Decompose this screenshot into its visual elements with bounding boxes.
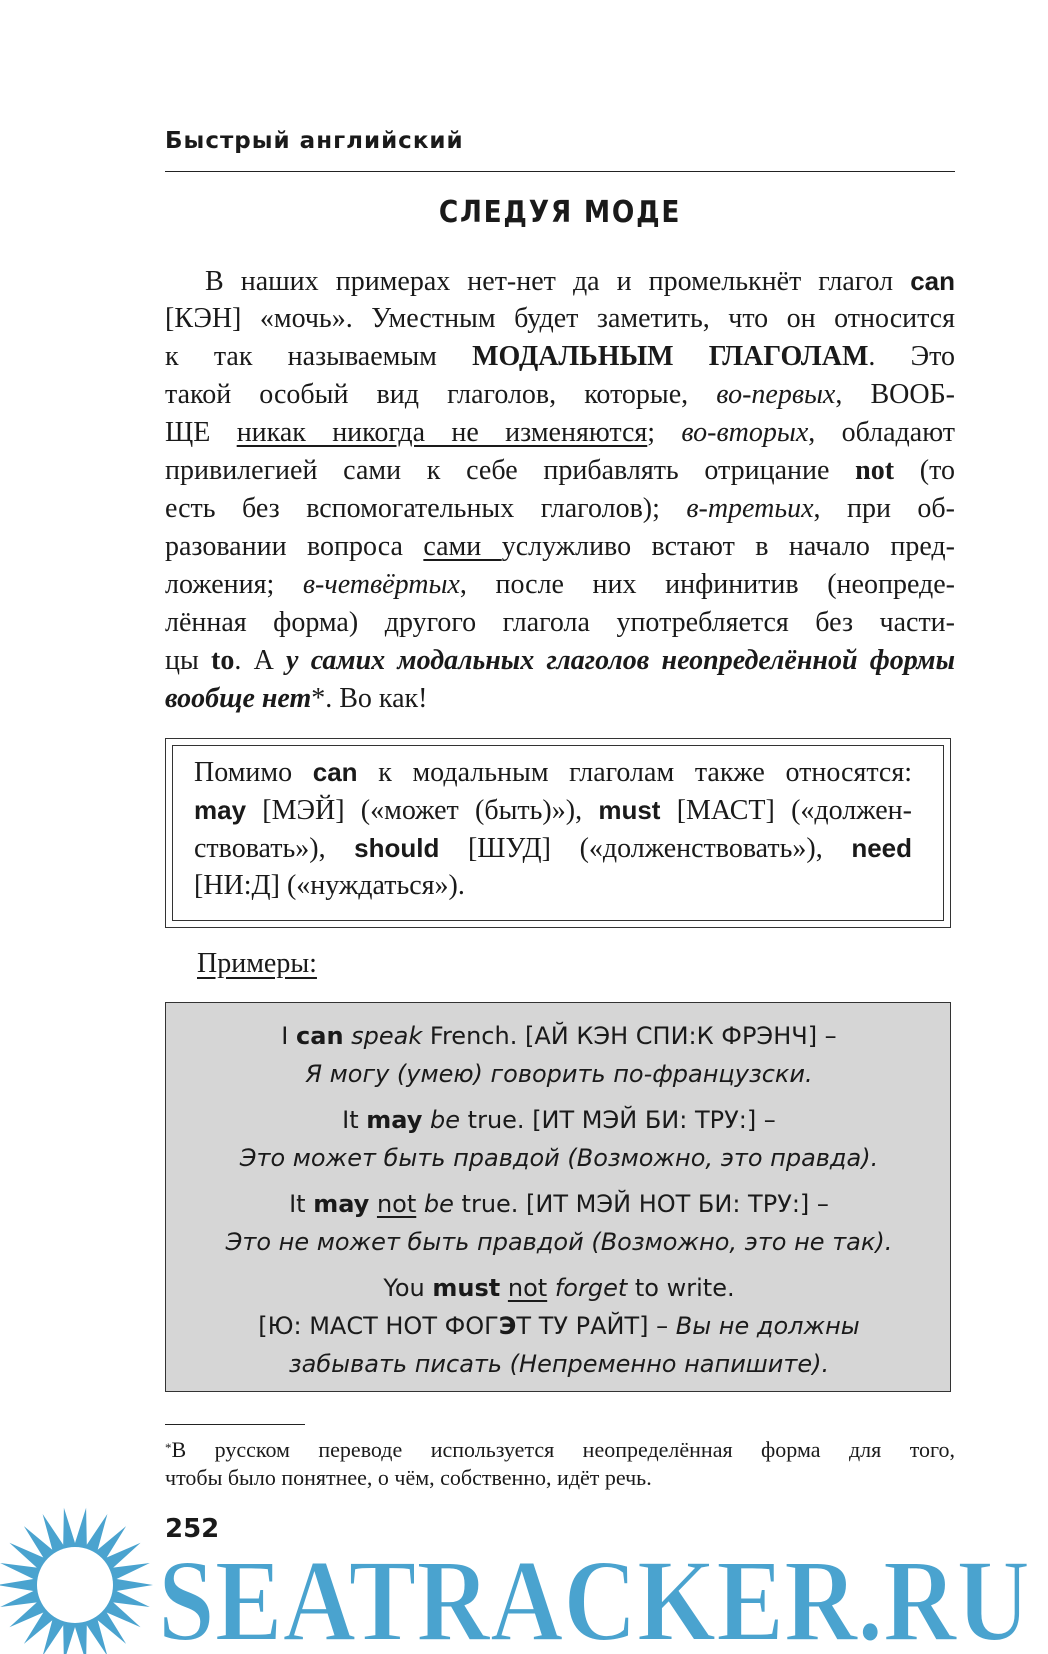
example-english: I can speak French. [АЙ КЭН СПИ:К ФРЭНЧ] –	[281, 1022, 837, 1050]
paragraph-line: лённая форма) другого глагола употребляется без части-	[165, 607, 955, 638]
page-number: 252	[165, 1514, 220, 1544]
watermark	[0, 1480, 1048, 1654]
footnote-mark: *	[165, 1440, 172, 1455]
examples-label: Примеры:	[197, 948, 317, 979]
example-transcription: [Ю: МАСТ НОТ ФОГЭТ ТУ РАЙТ] – Вы не должны	[258, 1312, 860, 1340]
example-translation: Это может быть правдой (Возможно, это правда).	[239, 1144, 879, 1172]
paragraph-line: цы to. А у самих модальных глаголов неопределённой формы	[165, 645, 956, 676]
example-translation: забывать писать (Непременно напишите).	[288, 1350, 830, 1378]
main-paragraph	[165, 262, 955, 718]
example-translation: Я могу (умею) говорить по-французски.	[305, 1060, 813, 1088]
paragraph-line: ложения; в-четвёртых, после них инфинитив (неопреде-	[165, 569, 955, 600]
paragraph-line: привилегией сами к себе прибавлять отрицание not (то	[165, 455, 955, 486]
example-english: It may be true. [ИТ МЭЙ БИ: ТРУ:] –	[342, 1106, 776, 1134]
example-translation: Это не может быть правдой (Возможно, это не так).	[225, 1228, 893, 1256]
examples-box	[165, 1002, 951, 1392]
chapter-title: СЛЕДУЯ МОДЕ	[438, 195, 682, 230]
paragraph-line: разовании вопроса сами услужливо встают в начало пред-	[165, 531, 955, 562]
paragraph-line: к так называемым МОДАЛЬНЫМ ГЛАГОЛАМ. Это	[165, 341, 955, 372]
paragraph-line: В наших примерах нет-нет да и промелькнёт глагол can	[205, 266, 955, 297]
footnote-line: чтобы было понятнее, о чём, собственно, идёт речь.	[165, 1465, 652, 1490]
header-rule	[165, 171, 955, 172]
note-line: Помимо can к модальным глаголам также относятся:	[194, 757, 912, 788]
note-line: [НИ:Д] («нуждаться»).	[194, 870, 465, 901]
paragraph-line: есть без вспомогательных глаголов); в-третьих, при об-	[165, 493, 955, 524]
example-english: You must not forget to write.	[383, 1274, 735, 1302]
note-line: may [МЭЙ] («может (быть)»), must [МАСТ] («должен-	[194, 795, 912, 826]
example-english: It may not be true. [ИТ МЭЙ НОТ БИ: ТРУ:] –	[289, 1190, 829, 1218]
watermark-text: SEATRACKER.RU	[158, 1535, 1030, 1654]
footnote-rule	[165, 1424, 305, 1425]
sun-core	[37, 1547, 113, 1623]
sun-burst-icon	[0, 1508, 153, 1654]
note-line: ствовать»), should [ШУД] («долженствовать»), need	[194, 833, 912, 864]
running-head: Быстрый английский	[165, 128, 464, 154]
footnote-line: *В русском переводе используется неопределённая форма для того,	[165, 1437, 955, 1462]
paragraph-line: вообще нет*. Во как!	[165, 683, 428, 714]
paragraph-line: такой особый вид глаголов, которые, во-первых, ВООБ-	[165, 379, 955, 410]
paragraph-line: ЩЕ никак никогда не изменяются; во-вторых, обладают	[165, 417, 955, 448]
note-box	[165, 738, 951, 928]
examples-text	[166, 1017, 952, 1383]
note-text	[194, 753, 912, 905]
paragraph-line: [КЭН] «мочь». Уместным будет заметить, что он относится	[165, 303, 955, 334]
